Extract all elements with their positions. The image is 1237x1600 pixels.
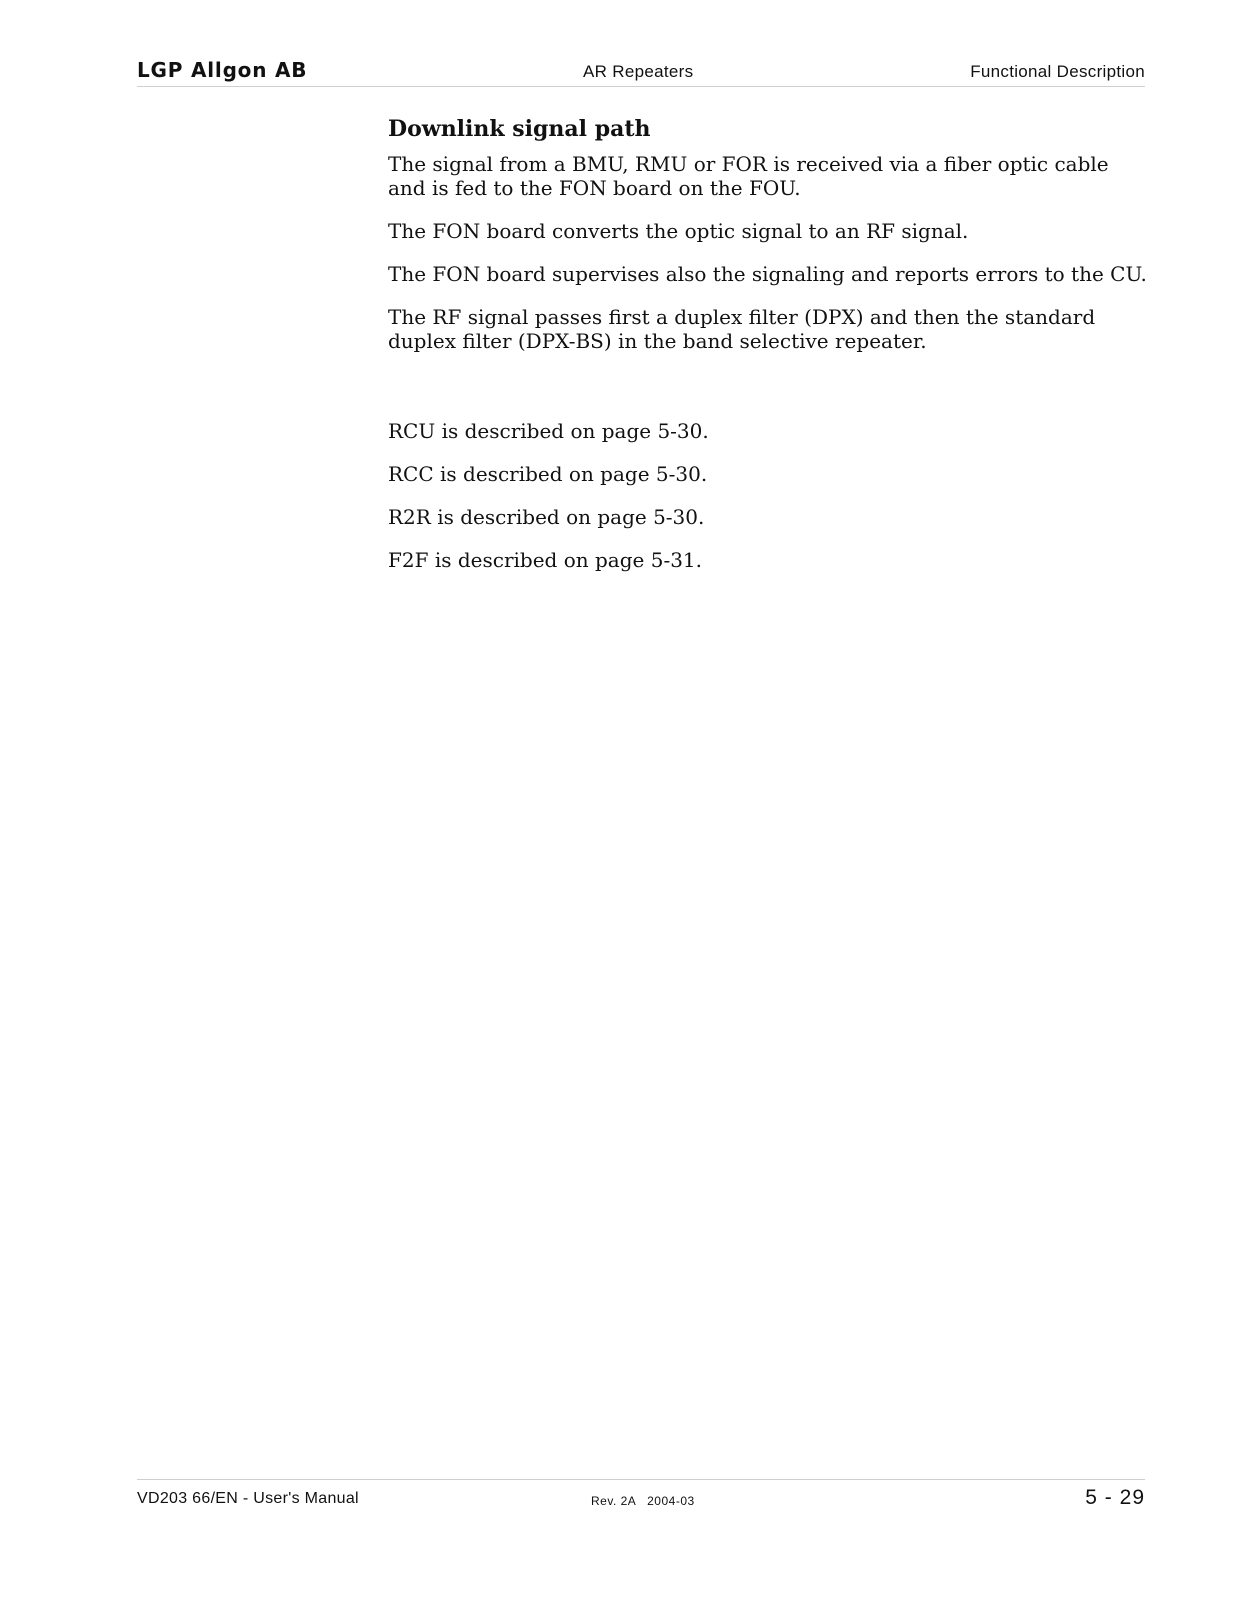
page-reference: RCC is described on page 5-30. <box>388 462 708 486</box>
document-id: VD203 66/EN - User's Manual <box>137 1490 359 1507</box>
body-paragraph: The FON board converts the optic signal to an RF signal. <box>388 219 969 243</box>
revision-info: Rev. 2A 2004-03 <box>591 1494 695 1508</box>
main-content <box>388 114 1148 591</box>
body-paragraph: The FON board supervises also the signaling and reports errors to the CU. <box>388 262 1147 286</box>
page-reference: F2F is described on page 5-31. <box>388 548 703 572</box>
page-number: 5 - 29 <box>1085 1486 1145 1509</box>
body-paragraph: The RF signal passes first a duplex filter (DPX) and then the standard duplex filter (DPX-BS) in the band selective repeater. <box>388 305 1096 353</box>
page-reference: RCU is described on page 5-30. <box>388 419 709 443</box>
body-paragraph: The signal from a BMU, RMU or FOR is received via a fiber optic cable and is fed to the FON board on the FOU. <box>388 152 1109 200</box>
product-title: AR Repeaters <box>583 62 694 81</box>
page-footer <box>137 1479 1145 1520</box>
spacer <box>388 372 1148 419</box>
page-header <box>137 56 1145 87</box>
chapter-title: Functional Description <box>970 62 1145 81</box>
company-name: LGP Allgon AB <box>137 58 308 82</box>
page-reference: R2R is described on page 5-30. <box>388 505 705 529</box>
section-heading: Downlink signal path <box>388 116 651 142</box>
